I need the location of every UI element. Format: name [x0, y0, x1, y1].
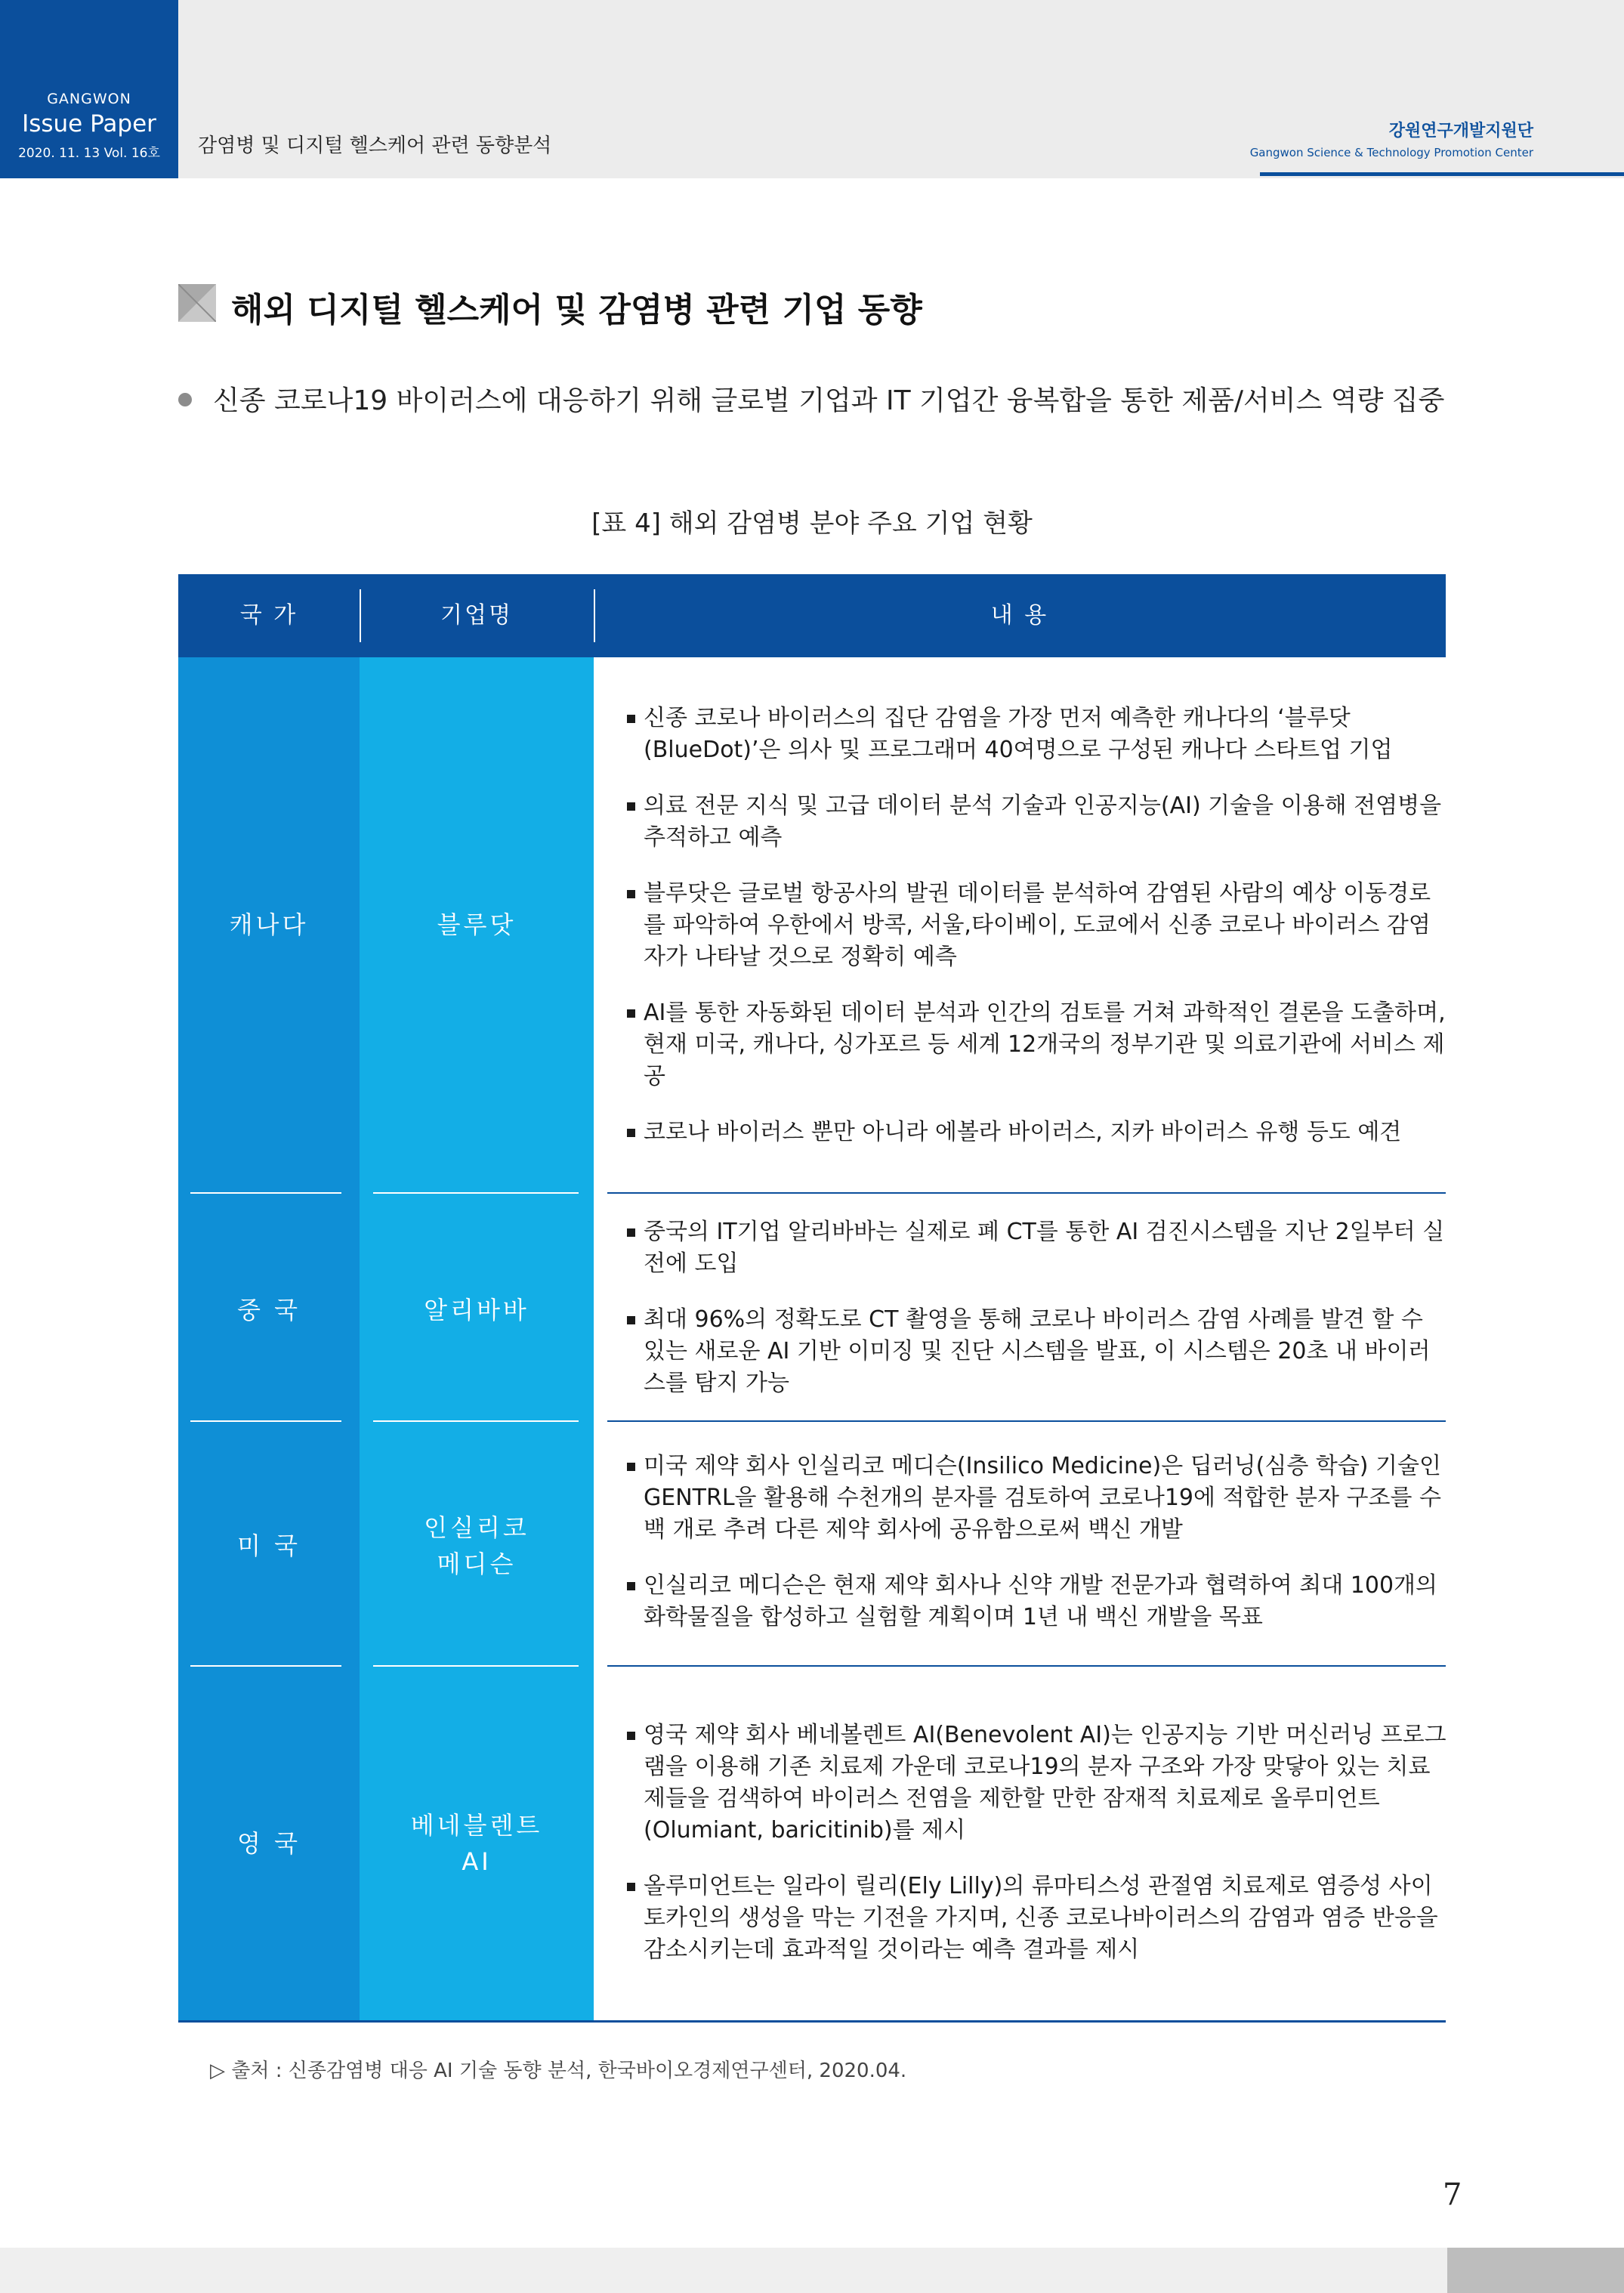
- header-rule: [1260, 172, 1624, 176]
- row-country-uk: 영 국: [237, 1829, 301, 1858]
- section-title: 해외 디지털 헬스케어 및 감염병 관련 기업 동향: [231, 291, 922, 329]
- row-separator: [190, 1665, 341, 1667]
- table-header: [178, 574, 1446, 657]
- organization-name-en: Gangwon Science & Technology Promotion Center: [1249, 146, 1533, 159]
- header-company: 기업명: [440, 602, 513, 629]
- organization-name: 강원연구개발지원단: [1388, 122, 1533, 141]
- badge-brand: GANGWON: [47, 91, 131, 107]
- row-separator: [607, 1420, 1446, 1422]
- country-column: [178, 657, 360, 2022]
- content-item: 코로나 바이러스 뿐만 아니라 에볼라 바이러스, 지카 바이러스 유행 등도 예견: [622, 1117, 1452, 1148]
- content-item: 블루닷은 글로벌 항공사의 발권 데이터를 분석하여 감염된 사람의 예상 이동경로를 파악하여 우한에서 방콕, 서울,타이베이, 도쿄에서 신종 코로나 바이러스 감염자가 나타날 것으로 정확히 예측: [622, 878, 1452, 973]
- content-item: 인실리코 메디슨은 현재 제약 회사나 신약 개발 전문가과 협력하여 최대 100개의 화학물질을 합성하고 실험할 계획이며 1년 내 백신 개발을 목표: [622, 1570, 1452, 1633]
- row-separator: [190, 1420, 341, 1422]
- bullet-dot-icon: [178, 393, 192, 406]
- company-name-line: 인실리코: [424, 1513, 529, 1542]
- header-country: 국 가: [239, 602, 298, 629]
- source-citation: ▷ 출처 : 신종감염병 대응 AI 기술 동향 분석, 한국바이오경제연구센터, 2020.04.: [210, 2060, 907, 2082]
- row-separator: [190, 1192, 341, 1194]
- content-item: 최대 96%의 정확도로 CT 촬영을 통해 코로나 바이러스 감염 사례를 발견 할 수 있는 새로운 AI 기반 이미징 및 진단 시스템을 발표, 이 시스템은 20초 내 바이러스를 탐지 가능: [622, 1304, 1452, 1399]
- row-country-canada: 캐나다: [229, 910, 309, 939]
- company-name-line: 메디슨: [437, 1550, 517, 1578]
- row-company-bluedot: 블루닷: [437, 910, 517, 939]
- company-name-line: 베네블렌트: [410, 1811, 543, 1840]
- content-item: 영국 제약 회사 베네볼렌트 AI(Benevolent AI)는 인공지능 기반 머신러닝 프로그램을 이용해 기존 치료제 가운데 코로나19의 분자 구조와 가장 맞닿아 있는 치료제들을 검색하여 바이러스 전염을 제한할 만한 잠재적 치료제로 올루미언트(Olumiant, baricitinib)를 제시: [622, 1720, 1452, 1846]
- content-item: 중국의 IT기업 알리바바는 실제로 폐 CT를 통한 AI 검진시스템을 지난 2일부터 실전에 도입: [622, 1216, 1452, 1280]
- issue-paper-badge: [0, 0, 178, 178]
- badge-series: Issue Paper: [22, 110, 156, 138]
- section-square-icon: [178, 284, 216, 322]
- row-separator: [607, 1665, 1446, 1667]
- row-company-alibaba: 알리바바: [424, 1296, 529, 1324]
- badge-date: 2020. 11. 13 Vol. 16호: [18, 146, 160, 161]
- content-item: 올루미언트는 일라이 릴리(Ely Lilly)의 류마티스성 관절염 치료제로 염증성 사이토카인의 생성을 막는 기전을 가지며, 신종 코로나바이러스의 감염과 염증 반응을 감소시키는데 효과적일 것이라는 예측 결과를 제시: [622, 1871, 1452, 1966]
- document-title: 감염병 및 디지털 헬스케어 관련 동향분석: [198, 134, 552, 157]
- row-separator: [373, 1665, 579, 1667]
- header-content: 내 용: [990, 602, 1049, 629]
- table-caption: [표 4] 해외 감염병 분야 주요 기업 현황: [591, 508, 1033, 539]
- table-bottom-rule: [178, 2020, 1446, 2023]
- footer-band: [0, 2248, 1624, 2293]
- row-separator: [373, 1420, 579, 1422]
- row-company-insilico: [360, 1510, 594, 1582]
- row-separator: [607, 1192, 1446, 1194]
- row-country-usa: 미 국: [237, 1531, 301, 1560]
- row-separator: [373, 1192, 579, 1194]
- row-country-china: 중 국: [237, 1296, 301, 1324]
- page-number: 7: [1443, 2177, 1462, 2212]
- row-company-benevolent: [360, 1807, 594, 1880]
- company-name-line: AI: [462, 1847, 492, 1876]
- footer-block: [1447, 2248, 1624, 2293]
- content-item: 미국 제약 회사 인실리코 메디슨(Insilico Medicine)은 딥러닝(심층 학습) 기술인 GENTRL을 활용해 수천개의 분자를 검토하여 코로나19에 적합한 분자 구조를 수백 개로 추려 다른 제약 회사에 공유함으로써 백신 개발: [622, 1451, 1452, 1546]
- content-item: 신종 코로나 바이러스의 집단 감염을 가장 먼저 예측한 캐나다의 ‘블루닷(BlueDot)’은 의사 및 프로그래머 40여명으로 구성된 캐나다 스타트업 기업: [622, 703, 1452, 766]
- section-bullet: 신종 코로나19 바이러스에 대응하기 위해 글로벌 기업과 IT 기업간 융복합을 통한 제품/서비스 역량 집중: [213, 385, 1445, 416]
- content-item: AI를 통한 자동화된 데이터 분석과 인간의 검토를 거쳐 과학적인 결론을 도출하며, 현재 미국, 캐나다, 싱가포르 등 세계 12개국의 정부기관 및 의료기관에 서비스 제공: [622, 997, 1452, 1092]
- content-item: 의료 전문 지식 및 고급 데이터 분석 기술과 인공지능(AI) 기술을 이용해 전염병을 추적하고 예측: [622, 790, 1452, 854]
